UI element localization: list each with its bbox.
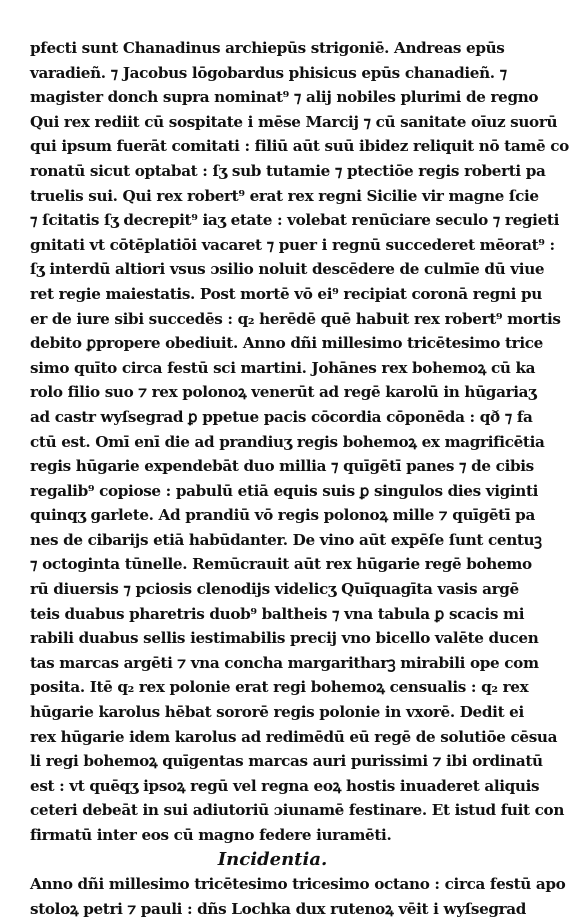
text-line: magister donch supra nominat⁹ ⁊ alij nobiles plurimi de regno: [30, 88, 539, 107]
text-line: teis duabus pharetris duob⁹ baltheis ⁊ vna tabula ꝑ scacis mi: [30, 604, 525, 623]
chronicle-text-block: [30, 36, 569, 848]
text-line: tas marcas argēti ⁊ vna concha margaritharꝫ mirabili ope com: [30, 653, 539, 672]
text-line: ad castr wyſsegrad ꝑ ppetue pacis cōcordia cōponēda : qð ⁊ fa: [30, 407, 533, 426]
text-line: est : vt quēqʒ ipsoꝝ regū vel regna eoꝝ hostis inuaderet aliquis: [30, 776, 540, 795]
text-line: simo quīto circa festū sci martini. Johānes rex bohemoꝝ cū ka: [30, 358, 536, 377]
text-line: varadieñ. ⁊ Jacobus lōgobardus phisicus epūs chanadieñ. ⁊: [30, 63, 507, 82]
text-line: hūgarie karolus hēbat sororē regis polonie in vxorē. Dedit ei: [30, 703, 524, 722]
text-line: truelis sui. Qui rex robert⁹ erat rex regni Sicilie vir magne ſcie: [30, 186, 539, 205]
text-line: rolo filio suo ⁊ rex polonoꝝ venerūt ad regē karolū in hūgariaʒ: [30, 383, 537, 402]
text-line: firmatū inter eos cū magno federe iuramēti.: [30, 826, 392, 844]
text-line: nes de cibarijs etiā habūdanter. De vino aūt expēſe ſunt centuꝫ: [30, 530, 542, 549]
text-line: regalib⁹ copiose : pabulū etiā equis suis ꝑ singulos dies viginti: [30, 481, 539, 500]
text-line: ſʒ interdū altiori vsus ɔsilio noluit descēdere de culmīe dū viue: [30, 260, 545, 279]
text-line: er de iure sibi succedēs : q₂ herēdē quē habuit rex robert⁹ mortis: [30, 309, 561, 328]
text-line: quinqʒ garlete. Ad prandiū vō regis polonoꝝ mille ⁊ quīgētī pa: [30, 506, 535, 525]
text-line: ⁊ octoginta tūnelle. Remūcrauit aūt rex hūgarie regē bohemo: [30, 555, 532, 574]
text-line: debito ꝑpropere obediuit. Anno dñi millesimo tricētesimo trice: [30, 334, 543, 353]
text-line: Qui rex rediit cū sospitate i mēse Marcij ⁊ cū sanitate oīuz suorū: [30, 112, 558, 131]
text-line: rex hūgarie idem karolus ad redimēdū eū regē de solutiōe cēsua: [30, 727, 558, 746]
section-heading: Incidentia.: [217, 848, 328, 870]
text-line: posita. Itē q₂ rex polonie erat regi bohemoꝝ censualis : q₂ rex: [30, 678, 529, 697]
text-line: ⁊ ſcitatis ſʒ decrepit⁹ iaʒ etate : volebat renūciare seculo ⁊ regieti: [30, 211, 559, 230]
text-line: li regi bohemoꝝ quīgentas marcas auri purissimi ⁊ ibi ordinatū: [30, 752, 543, 771]
text-line: ret regie maiestatis. Post mortē vō ei⁹ recipiat coronā regni pu: [30, 284, 542, 303]
text-line: regis hūgarie expendebāt duo millia ⁊ quīgētī panes ⁊ de cibis: [30, 457, 534, 476]
text-line: ceteri debeāt in sui adiutoriū ɔiunamē festinare. Et istud fuit con: [30, 801, 565, 820]
text-line: qui ipsum fuerāt comitati : filiū aūt suū ibidez reliquit nō tamē co: [30, 137, 569, 156]
text-line: rū diuersis ⁊ pciosis clenodijs videlicʒ Quīquagīta vasis argē: [30, 580, 519, 599]
text-line: stoloꝝ petri ⁊ pauli : dñs Lochka dux rutenoꝝ vēit i wyſsegrad: [30, 899, 527, 918]
text-line: pfecti sunt Chanadinus archiepūs strigoniē. Andreas epūs: [30, 39, 505, 57]
text-line: gnitati vt cōtēplatiōi vacaret ⁊ puer i regnū succederet mēorat⁹ :: [30, 235, 555, 254]
text-line: ctū est. Omī enī die ad prandiuʒ regis bohemoꝝ ex magrificētia: [30, 432, 545, 451]
text-line: ronatū sicut optabat : ſʒ sub tutamie ⁊ ptectiōe regis roberti pa: [30, 161, 546, 180]
text-line: rabili duabus sellis iestimabilis precij vno bicello valēte ducen: [30, 629, 539, 648]
text-line: Anno dñi millesimo tricētesimo tricesimo octano : circa festū apo: [30, 875, 566, 894]
incidentia-text-block: [30, 872, 566, 921]
